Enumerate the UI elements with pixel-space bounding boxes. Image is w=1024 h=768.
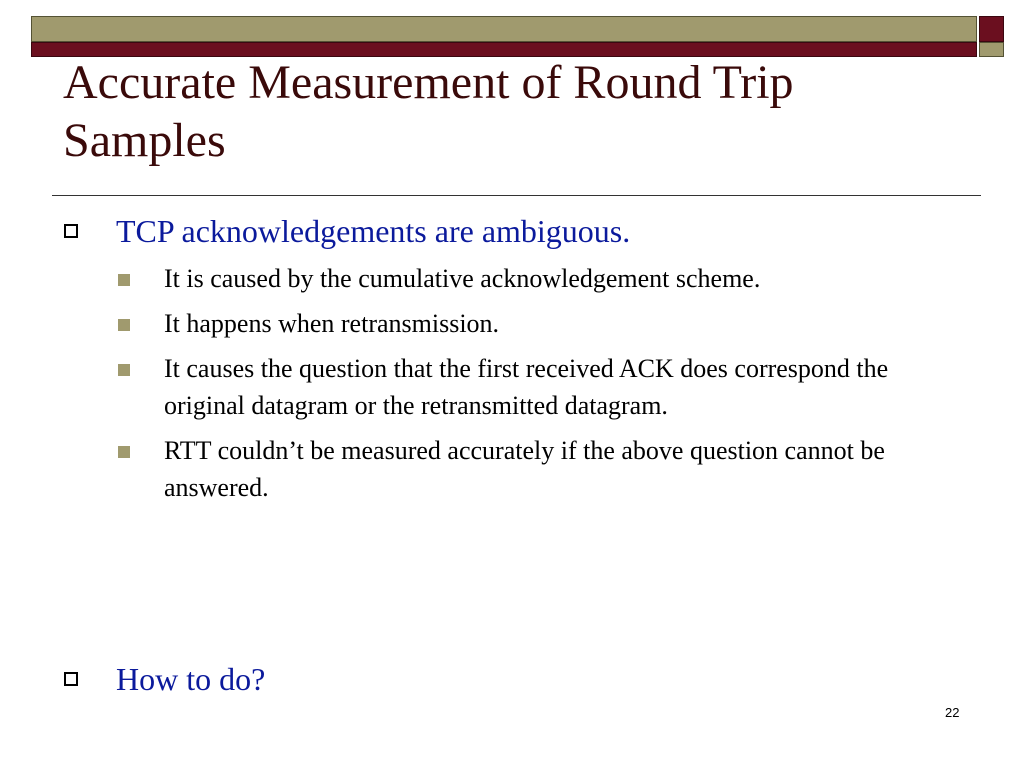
slide-title: Accurate Measurement of Round Trip Samples (63, 56, 794, 167)
page-number: 22 (945, 705, 960, 720)
filled-square-bullet-icon (118, 446, 130, 458)
corner-square-olive (979, 42, 1004, 57)
sub-bullet-text: It is caused by the cumulative acknowledgement scheme. (164, 264, 761, 293)
header-olive-band (31, 16, 977, 42)
hollow-square-bullet-icon (64, 224, 78, 238)
sub-bullet-text: It happens when retransmission. (164, 309, 500, 338)
sub-bullet-item (118, 350, 968, 424)
sub-bullet-list (118, 260, 968, 514)
sub-bullet-item (118, 260, 968, 297)
sub-bullet-text: It causes the question that the first received ACK does correspond the original datagram or the retransmitted datagram. (164, 354, 889, 420)
filled-square-bullet-icon (118, 274, 130, 286)
sub-bullet-item (118, 305, 968, 342)
title-divider (52, 195, 981, 196)
filled-square-bullet-icon (118, 319, 130, 331)
hollow-square-bullet-icon (64, 672, 78, 686)
sub-bullet-item (118, 432, 968, 506)
bullet-text: How to do? (116, 661, 266, 697)
filled-square-bullet-icon (118, 364, 130, 376)
sub-bullet-text: RTT couldn’t be measured accurately if the above question cannot be answered. (164, 436, 885, 502)
corner-square-maroon (979, 16, 1004, 42)
bullet-text: TCP acknowledgements are ambiguous. (116, 213, 631, 249)
